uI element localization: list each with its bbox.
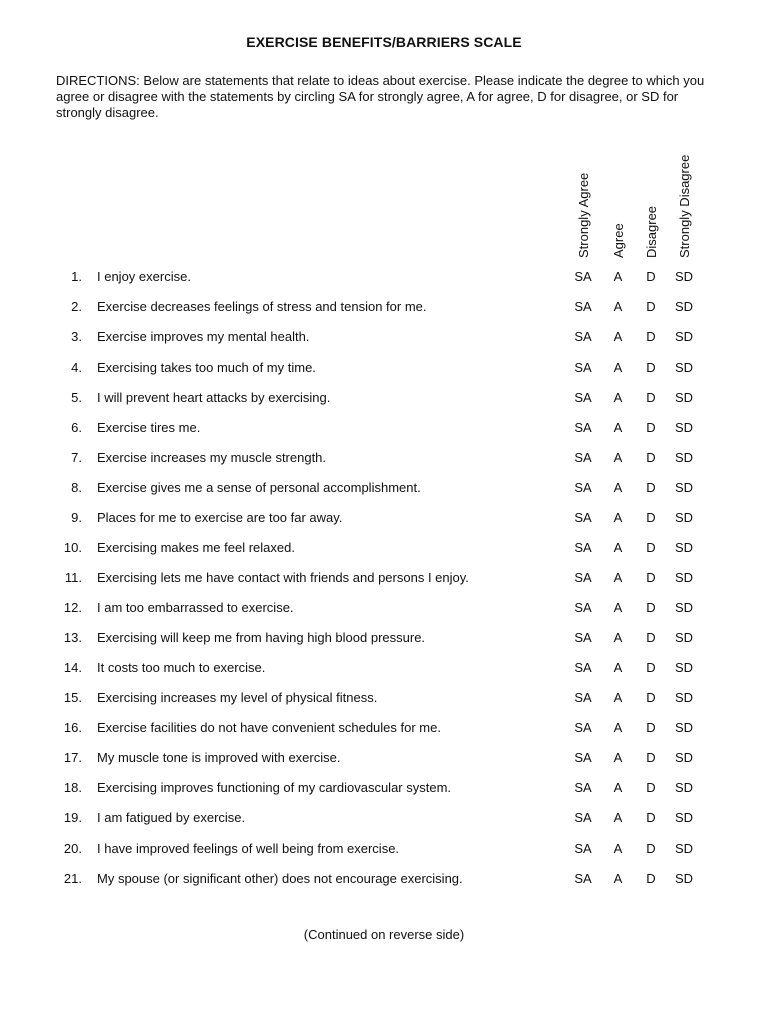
statement-text: Exercising will keep me from having high blood pressure. [97,630,426,645]
option-d[interactable]: D [646,841,656,856]
option-sa[interactable]: SA [574,841,592,856]
statement-row [0,568,768,588]
option-d[interactable]: D [646,720,656,735]
option-sd[interactable]: SD [674,690,694,705]
option-d[interactable]: D [646,750,656,765]
option-sa[interactable]: SA [574,630,592,645]
option-sa[interactable]: SA [574,600,592,615]
option-sa[interactable]: SA [574,480,592,495]
column-header-agree: Agree [611,223,626,258]
statement-row [0,358,768,378]
statement-text: Exercising increases my level of physical fitness. [97,690,378,705]
option-a[interactable]: A [613,810,623,825]
option-sd[interactable]: SD [674,360,694,375]
statement-text: I enjoy exercise. [97,269,191,284]
statement-row [0,839,768,859]
option-a[interactable]: A [613,420,623,435]
option-a[interactable]: A [613,269,623,284]
statement-text: My spouse (or significant other) does not encourage exercising. [97,871,463,886]
option-sd[interactable]: SD [674,810,694,825]
item-number: 14. [63,660,82,675]
statement-text: Exercise facilities do not have convenient schedules for me. [97,720,441,735]
option-d[interactable]: D [646,871,656,886]
option-sa[interactable]: SA [574,540,592,555]
option-sd[interactable]: SD [674,841,694,856]
option-sd[interactable]: SD [674,510,694,525]
statement-text: Exercise increases my muscle strength. [97,450,327,465]
statement-text: Exercising takes too much of my time. [97,360,316,375]
statement-row [0,418,768,438]
option-sd[interactable]: SD [674,390,694,405]
option-sa[interactable]: SA [574,269,592,284]
option-d[interactable]: D [646,450,656,465]
directions-text: DIRECTIONS: Below are statements that relate to ideas about exercise. Please indicate the degree to which you agree or disagree with the statements by circling SA for strongly agree, A for agree, D for disagree, or SD for strongly disagree. [56,73,705,120]
option-a[interactable]: A [613,600,623,615]
option-d[interactable]: D [646,630,656,645]
option-a[interactable]: A [613,570,623,585]
option-a[interactable]: A [613,750,623,765]
item-number: 2. [71,299,82,314]
item-number: 16. [63,720,82,735]
option-d[interactable]: D [646,780,656,795]
item-number: 4. [71,360,82,375]
item-number: 13. [63,630,82,645]
option-a[interactable]: A [613,540,623,555]
option-d[interactable]: D [646,390,656,405]
statement-text: Exercising improves functioning of my cardiovascular system. [97,780,452,795]
statement-text: My muscle tone is improved with exercise. [97,750,341,765]
option-d[interactable]: D [646,480,656,495]
option-a[interactable]: A [613,360,623,375]
option-d[interactable]: D [646,299,656,314]
item-number: 11. [64,570,82,585]
item-number: 10. [63,540,82,555]
item-number: 6. [71,420,82,435]
option-sd[interactable]: SD [674,780,694,795]
option-a[interactable]: A [613,390,623,405]
statement-text: It costs too much to exercise. [97,660,266,675]
statement-row [0,808,768,828]
statement-row [0,778,768,798]
statement-text: I have improved feelings of well being from exercise. [97,841,400,856]
option-a[interactable]: A [613,480,623,495]
statement-text: Exercise improves my mental health. [97,329,310,344]
statement-row [0,508,768,528]
statement-row [0,748,768,768]
statement-row [0,658,768,678]
statement-row [0,598,768,618]
option-sa[interactable]: SA [574,810,592,825]
statement-text: I am fatigued by exercise. [97,810,246,825]
option-sd[interactable]: SD [674,630,694,645]
option-sd[interactable]: SD [674,540,694,555]
option-a[interactable]: A [613,630,623,645]
statement-row [0,628,768,648]
option-d[interactable]: D [646,660,656,675]
option-sa[interactable]: SA [574,660,592,675]
statement-row [0,478,768,498]
column-header-strongly-agree: Strongly Agree [576,172,591,258]
option-sa[interactable]: SA [574,750,592,765]
item-number: 8. [71,480,82,495]
option-sd[interactable]: SD [674,570,694,585]
option-sd[interactable]: SD [674,750,694,765]
column-header-strongly-disagree: Strongly Disagree [677,154,692,258]
statement-row [0,297,768,317]
option-a[interactable]: A [613,841,623,856]
page-title: EXERCISE BENEFITS/BARRIERS SCALE [246,34,522,50]
statement-text: Exercising lets me have contact with friends and persons I enjoy. [97,570,469,585]
item-number: 19. [63,810,82,825]
statement-text: Exercise gives me a sense of personal accomplishment. [97,480,421,495]
option-d[interactable]: D [646,810,656,825]
statement-text: I am too embarrassed to exercise. [97,600,294,615]
statement-row [0,869,768,889]
item-number: 12. [63,600,82,615]
item-number: 9. [71,510,82,525]
option-a[interactable]: A [613,329,623,344]
option-d[interactable]: D [646,690,656,705]
statement-row [0,448,768,468]
item-number: 18. [63,780,82,795]
statement-text: Places for me to exercise are too far away. [97,510,343,525]
item-number: 15. [63,690,82,705]
statement-row [0,688,768,708]
statement-text: Exercise decreases feelings of stress and tension for me. [97,299,427,314]
option-sa[interactable]: SA [574,299,592,314]
option-a[interactable]: A [613,299,623,314]
item-number: 1. [71,269,82,284]
option-sa[interactable]: SA [574,510,592,525]
option-a[interactable]: A [613,871,623,886]
option-a[interactable]: A [613,720,623,735]
column-header-disagree: Disagree [644,205,659,258]
option-sa[interactable]: SA [574,420,592,435]
statement-row [0,267,768,287]
option-d[interactable]: D [646,510,656,525]
option-sd[interactable]: SD [674,329,694,344]
statement-text: Exercise tires me. [97,420,201,435]
item-number: 5. [71,390,82,405]
continued-note: (Continued on reverse side) [303,927,465,942]
item-number: 20. [63,841,82,856]
option-d[interactable]: D [646,540,656,555]
option-sa[interactable]: SA [574,780,592,795]
option-sd[interactable]: SD [674,480,694,495]
statement-text: I will prevent heart attacks by exercising. [97,390,331,405]
option-sa[interactable]: SA [574,871,592,886]
statement-row [0,327,768,347]
option-d[interactable]: D [646,269,656,284]
option-sa[interactable]: SA [574,450,592,465]
option-sd[interactable]: SD [674,420,694,435]
option-a[interactable]: A [613,450,623,465]
statement-row [0,388,768,408]
item-number: 3. [71,329,82,344]
option-sd[interactable]: SD [674,269,694,284]
option-sa[interactable]: SA [574,329,592,344]
option-sd[interactable]: SD [674,660,694,675]
option-a[interactable]: A [613,690,623,705]
option-sd[interactable]: SD [674,450,694,465]
option-sa[interactable]: SA [574,720,592,735]
option-d[interactable]: D [646,329,656,344]
option-d[interactable]: D [646,600,656,615]
option-d[interactable]: D [646,360,656,375]
option-sa[interactable]: SA [574,390,592,405]
statement-row [0,718,768,738]
option-a[interactable]: A [613,660,623,675]
option-a[interactable]: A [613,510,623,525]
item-number: 7. [71,450,82,465]
statement-row [0,538,768,558]
option-a[interactable]: A [613,780,623,795]
option-sd[interactable]: SD [674,299,694,314]
option-d[interactable]: D [646,420,656,435]
option-sa[interactable]: SA [574,690,592,705]
option-sa[interactable]: SA [574,570,592,585]
option-d[interactable]: D [646,570,656,585]
item-number: 17. [63,750,82,765]
item-number: 21. [63,871,82,886]
option-sa[interactable]: SA [574,360,592,375]
option-sd[interactable]: SD [674,720,694,735]
statement-text: Exercising makes me feel relaxed. [97,540,295,555]
option-sd[interactable]: SD [674,871,694,886]
option-sd[interactable]: SD [674,600,694,615]
